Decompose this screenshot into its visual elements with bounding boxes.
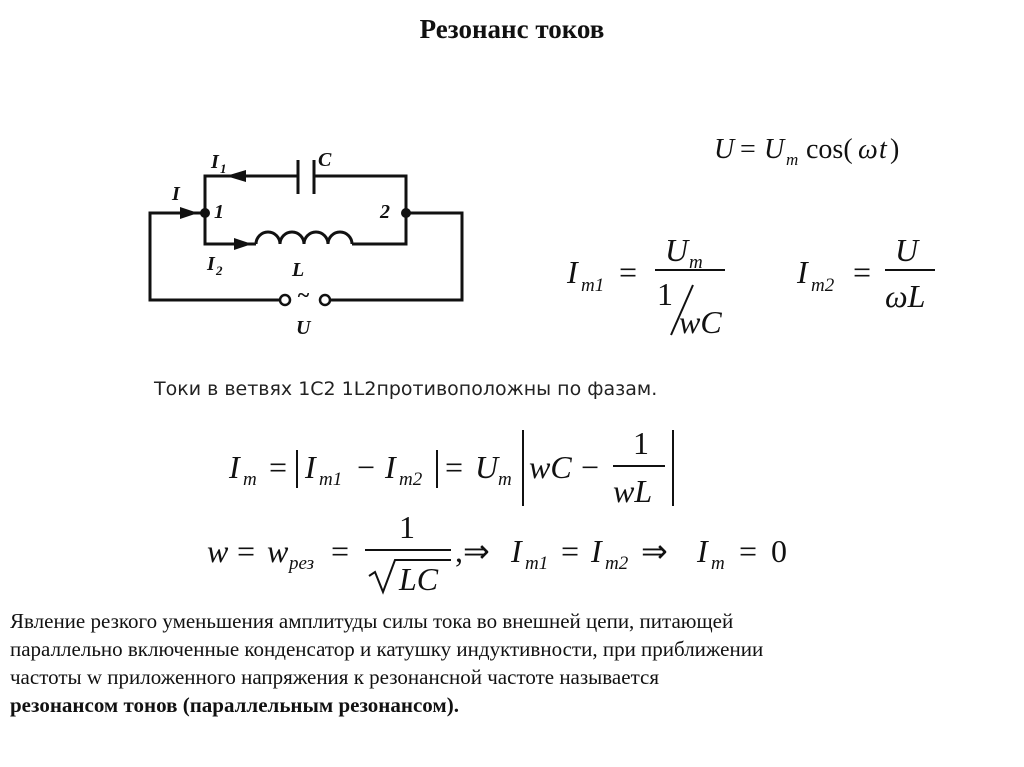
paragraph-line-3: частоты w приложенного напряжения к резонансной частоте называется <box>10 665 659 689</box>
svg-text:m: m <box>243 469 257 490</box>
label-I1-sub: 1 <box>220 161 227 176</box>
svg-text:wC: wC <box>679 304 722 340</box>
inductor-branch-left <box>205 213 256 244</box>
svg-text:m2: m2 <box>811 275 835 296</box>
label-C: C <box>318 149 332 171</box>
svg-text:ω: ω <box>858 134 878 165</box>
svg-text:LC: LC <box>399 561 439 597</box>
svg-text:U: U <box>895 232 919 268</box>
svg-text:=: = <box>269 449 288 485</box>
svg-text:U: U <box>665 232 689 268</box>
svg-text:⇒: ⇒ <box>463 533 490 569</box>
svg-text:w: w <box>267 533 289 569</box>
source-terminal-right <box>320 295 330 305</box>
svg-text:−: − <box>581 449 600 485</box>
label-L: L <box>292 259 305 281</box>
svg-text:m: m <box>786 150 799 169</box>
outer-wire <box>150 213 280 300</box>
node-2-dot <box>401 208 411 218</box>
svg-text:m: m <box>498 469 512 490</box>
label-source-symbol: ~ <box>297 282 310 307</box>
svg-text:=: = <box>331 533 350 569</box>
formula-voltage <box>710 125 940 170</box>
svg-text:I: I <box>567 254 578 290</box>
svg-text:,: , <box>455 533 463 569</box>
inductor-coil <box>256 232 352 244</box>
svg-text:m2: m2 <box>399 469 423 490</box>
arrow-I2 <box>234 238 252 250</box>
svg-text:0: 0 <box>771 533 787 569</box>
circuit-diagram <box>140 140 480 350</box>
formula-im1 <box>565 225 745 345</box>
svg-text:m1: m1 <box>319 469 343 490</box>
formula-resonance <box>205 510 815 600</box>
svg-text:−: − <box>357 449 376 485</box>
svg-text:m: m <box>689 252 703 273</box>
svg-text:I: I <box>385 449 396 485</box>
svg-text:I: I <box>591 533 602 569</box>
svg-text:1: 1 <box>633 425 649 461</box>
svg-text:рез: рез <box>289 553 315 574</box>
svg-text:=: = <box>739 533 758 569</box>
capacitor-branch-right <box>314 176 406 213</box>
svg-text:): ) <box>890 134 900 165</box>
label-U: U <box>296 317 311 339</box>
svg-text:m1: m1 <box>525 553 549 574</box>
svg-text:ωL: ωL <box>885 278 926 314</box>
paragraph-line-2: параллельно включенные конденсатор и катушку индуктивности, при приближении <box>10 637 764 661</box>
svg-text:I: I <box>229 449 240 485</box>
svg-text:1: 1 <box>657 276 673 312</box>
label-I2: I <box>207 253 215 275</box>
svg-text:=: = <box>853 254 872 290</box>
node-1-dot <box>200 208 210 218</box>
svg-text:wL: wL <box>613 473 653 509</box>
source-terminal-left <box>280 295 290 305</box>
svg-text:U: U <box>714 134 735 165</box>
svg-text:cos(: cos( <box>806 134 853 165</box>
svg-text:=: = <box>619 254 638 290</box>
label-I1: I <box>211 151 219 173</box>
definition-paragraph <box>10 607 1010 719</box>
svg-text:1: 1 <box>399 510 415 545</box>
arrow-I1 <box>226 170 246 182</box>
svg-text:=: = <box>237 533 256 569</box>
label-node-1: 1 <box>214 201 224 223</box>
svg-text:t: t <box>879 134 887 165</box>
paragraph-line-1: Явление резкого уменьшения амплитуды силы тока во внешней цепи, питающей <box>10 609 734 633</box>
svg-text:w: w <box>207 533 229 569</box>
svg-text:=: = <box>740 134 756 165</box>
phase-caption: Токи в ветвях 1С2 1L2противоположны по фазам. <box>154 378 658 400</box>
svg-text:m2: m2 <box>605 553 629 574</box>
svg-text:U: U <box>764 134 785 165</box>
svg-text:I: I <box>305 449 316 485</box>
svg-text:=: = <box>561 533 580 569</box>
formula-im <box>225 422 705 512</box>
svg-text:m: m <box>711 553 725 574</box>
svg-text:⇒: ⇒ <box>641 533 668 569</box>
slide-title: Резонанс токов <box>419 14 605 44</box>
outer-wire-right <box>330 213 462 300</box>
label-I2-sub: 2 <box>216 263 223 278</box>
label-node-2: 2 <box>380 201 390 223</box>
svg-text:wC: wC <box>529 449 572 485</box>
label-I: I <box>172 183 180 205</box>
formula-im2 <box>795 225 945 315</box>
svg-text:I: I <box>511 533 522 569</box>
arrow-I <box>180 207 198 219</box>
paragraph-line-4: резонансом тонов (параллельным резонансом). <box>10 693 459 717</box>
svg-text:U: U <box>475 449 499 485</box>
svg-text:I: I <box>797 254 808 290</box>
svg-text:=: = <box>445 449 464 485</box>
inductor-branch-right <box>352 213 406 244</box>
svg-text:m1: m1 <box>581 275 605 296</box>
svg-text:I: I <box>697 533 708 569</box>
